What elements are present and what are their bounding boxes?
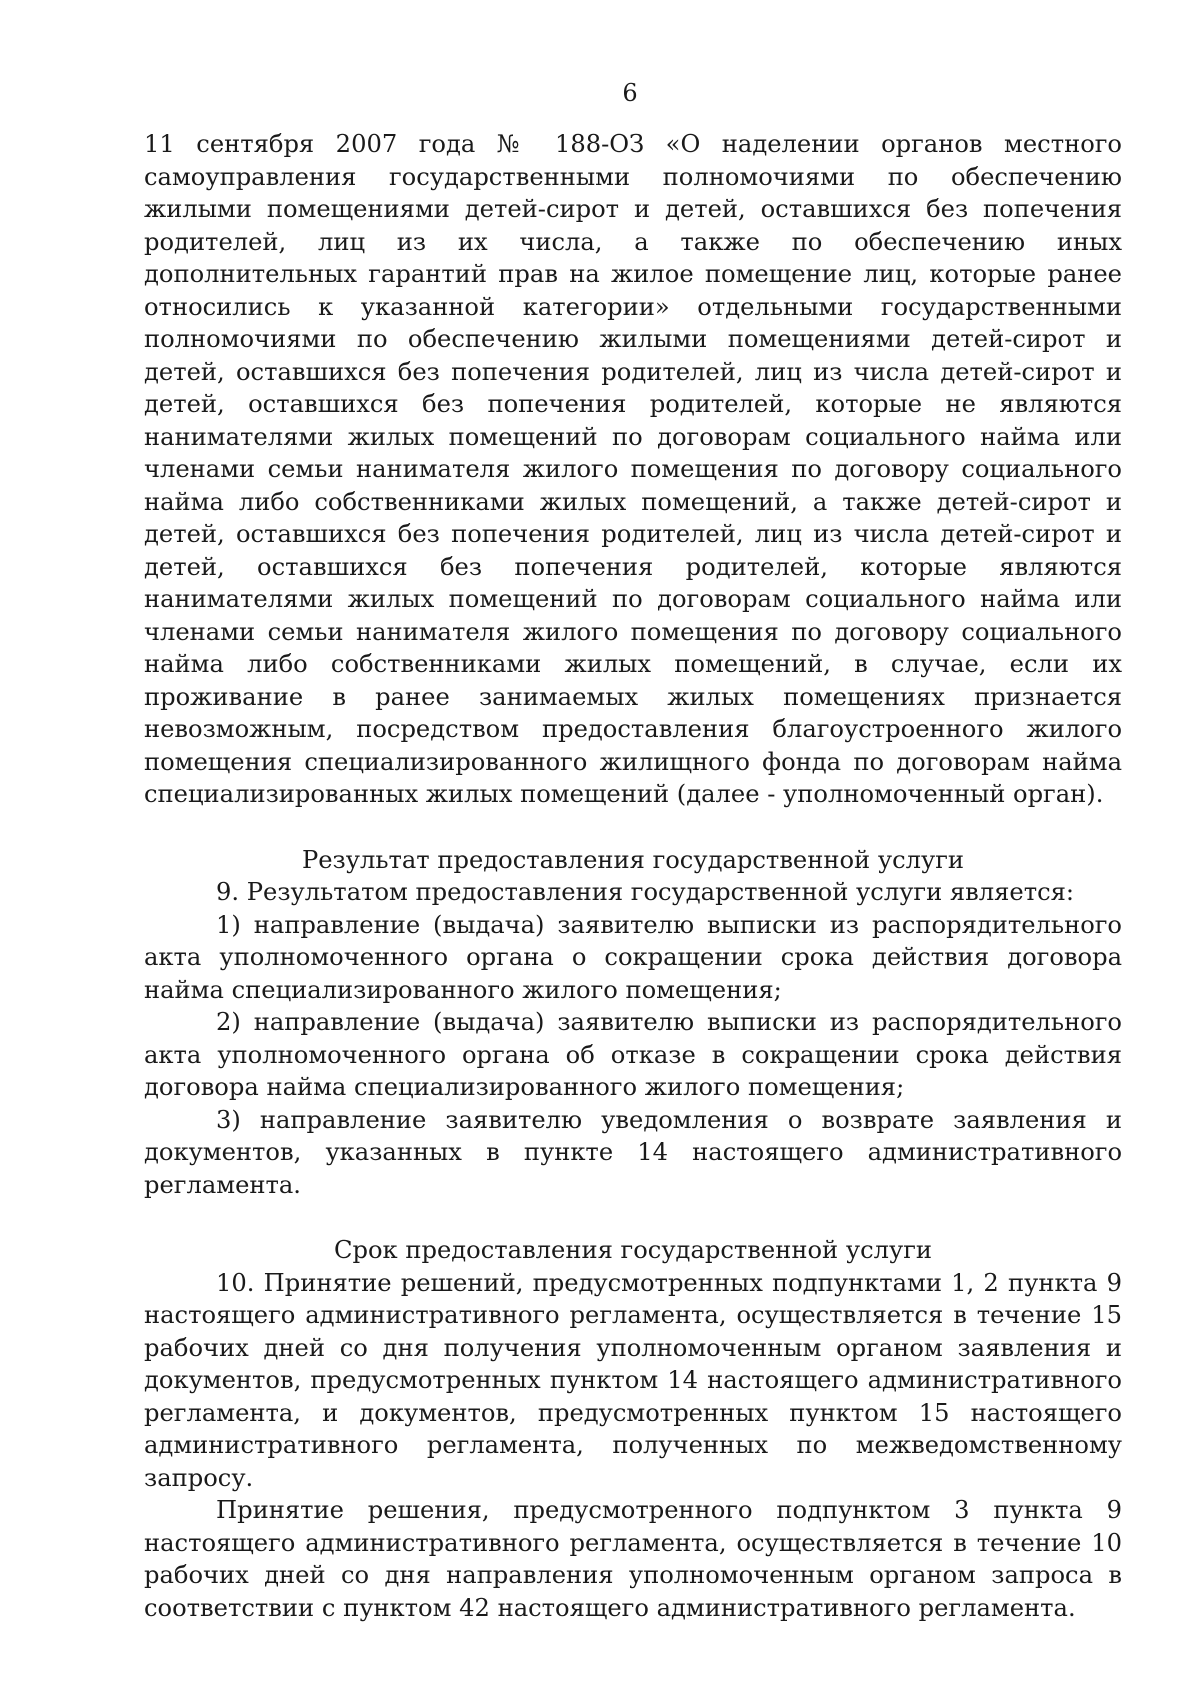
section-gap — [144, 1201, 1122, 1234]
paragraph-continuation: 11 сентября 2007 года № 188-ОЗ «О наделении органов местного самоуправления государственными полномочиями по обеспечению жилыми помещениями детей-сирот и детей, оставшихся без попечения родителей, лиц из их числа, а также по обеспечению иных дополнительных гарантий прав на жилое помещение лиц, которые ранее относились к указанной категории» отдельными государственными полномочиями по обеспечению жилыми помещениями детей-сирот и детей, оставшихся без попечения родителей, лиц из числа детей-сирот и детей, оставшихся без попечения родителей, которые не являются нанимателями жилых помещений по договорам социального найма или членами семьи нанимателя жилого помещения по договору социального найма либо собственниками жилых помещений, а также детей-сирот и детей, оставшихся без попечения родителей, лиц из числа детей-сирот и детей, оставшихся без попечения родителей, которые являются нанимателями жилых помещений по договорам социального найма или членами семьи нанимателя жилого помещения по договору социального найма либо собственниками жилых помещений, в случае, если их проживание в ранее занимаемых жилых помещениях признается невозможным, посредством предоставления благоустроенного жилого помещения специализированного жилищного фонда по договорам найма специализированных жилых помещений (далее - уполномоченный орган). — [144, 130, 1122, 808]
item-9-sub-3: 3) направление заявителю уведомления о возврате заявления и документов, указанных в пункте 14 настоящего административного регламента. — [144, 1105, 1122, 1199]
document-body — [144, 128, 1122, 1624]
section-heading-result: Результат предоставления государственной услуги — [301, 845, 965, 874]
item-9-sub-1: 1) направление (выдача) заявителю выписки из распорядительного акта уполномоченного органа о сокращении срока действия договора найма специализированного жилого помещения; — [144, 910, 1122, 1004]
section-gap — [144, 811, 1122, 844]
section-heading-term: Срок предоставления государственной услуги — [333, 1236, 932, 1264]
item-9-sub-2: 2) направление (выдача) заявителю выписки из распорядительного акта уполномоченного органа об отказе в сокращении срока действия договора найма специализированного жилого помещения; — [144, 1008, 1122, 1101]
item-9: 9. Результатом предоставления государственной услуги является: — [216, 878, 1075, 906]
item-10-paragraph-2: Принятие решения, предусмотренного подпунктом 3 пункта 9 настоящего административного регламента, осуществляется в течение 10 рабочих дней со дня направления уполномоченным органом запроса в соответствии с пунктом 42 настоящего административного регламента. — [144, 1496, 1122, 1622]
item-10: 10. Принятие решений, предусмотренных подпунктами 1, 2 пункта 9 настоящего административного регламента, осуществляется в течение 15 рабочих дней со дня получения уполномоченным органом заявления и документов, предусмотренных пунктом 14 настоящего административного регламента, и документов, предусмотренных пунктом 15 настоящего административного регламента, полученных по межведомственному запросу. — [144, 1268, 1122, 1492]
page-number: 6 — [622, 79, 638, 107]
